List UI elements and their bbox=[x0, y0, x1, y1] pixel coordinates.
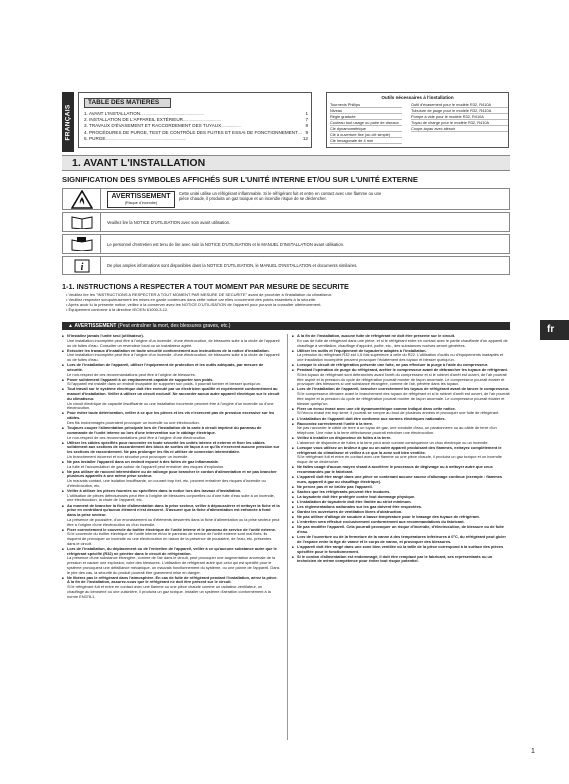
safety-item-text: Si le réfrigérant fuit et entre en contact avec une flamme ou une pièce chaude, il produira un gaz toxique et un incendie risque de se déclencher. bbox=[297, 454, 502, 465]
toc-item-label: 5. PURGE bbox=[84, 135, 106, 141]
tool-item: Clé hexagonale de 4 mm bbox=[330, 138, 402, 144]
safety-item-heading: L'installation de tuyauterie doit être limitée au strict minimum. bbox=[297, 498, 412, 504]
safety-item-heading: Raccordez correctement l'unité à la terre. bbox=[297, 420, 374, 426]
warning-title: AVERTISSEMENT bbox=[111, 193, 171, 200]
toc-item-page: 7 bbox=[305, 117, 308, 123]
safety-item-heading: Lorsque vous utilisez un brûleur à gaz ou un autre appareil produisant des flammes, extrayez complètement le réfrigérant du climatiseur et veillez à ce que la zone soit bien ventilée. bbox=[297, 444, 502, 455]
symbols-table bbox=[62, 188, 510, 275]
safety-item-text: Si le réfrigérant fuit et entre en contact avec une flamme ou une pièce chaude comme un radiateur-ventilateur, un chauffage au kérosène ou une cuisinière, il produira un gaz toxique. Installer un système d'aération conformément à la norme EN378-1. bbox=[67, 584, 271, 599]
tool-item: Règle graduée bbox=[330, 114, 402, 120]
warning-triangle-icon: ▲ bbox=[68, 323, 73, 329]
info-icon bbox=[63, 257, 101, 274]
symbol-row-manual bbox=[62, 212, 510, 232]
warning-subtitle: (Risque d'incendie) bbox=[124, 201, 158, 205]
manual-text: Veuillez lire la NOTICE D'UTILISATION avec soin avant utilisation. bbox=[107, 219, 231, 225]
safety-item-heading: Poser solidement l'appareil à un emplacement capable de supporter son poids. bbox=[67, 376, 214, 382]
intro-item: • Veuillez respecter scrupuleusement les mises en garde contenues dans cette notice car elles concernent des points essentiels à la sécurité. bbox=[66, 297, 506, 302]
warning-bar-label: AVERTISSEMENT bbox=[74, 323, 117, 329]
safety-item bbox=[292, 349, 510, 363]
language-tab-fr: fr bbox=[540, 320, 569, 340]
safety-item-text: Ne pas raccorder le câble de terre à un tuyau de gaz, une conduite d'eau, un paratonnerre ou au câble de terre d'un téléphone. Une mise à la terre défectueuse pourrait entraîner une électrocution. bbox=[297, 425, 497, 436]
safety-item-heading: Veiller à utiliser les pièces fournies ou spécifiées dans la notice lors des travaux d'installation. bbox=[67, 487, 242, 493]
toc-item-label: 3. TRAVAUX D'ÉVASEMENT ET RACCORDEMENT DES TUYAUX bbox=[84, 123, 222, 129]
svg-text:i: i bbox=[80, 261, 83, 273]
safety-item-text: Si l'écrou évasé est trop serré, il pourrait se rompre au bout de plusieurs années et provoquer une fuite de réfrigérant. bbox=[297, 410, 500, 416]
toc-item-dots: ........................................................................... bbox=[105, 135, 187, 141]
safety-item-heading: Lors de l'ouverture ou de la fermeture de la vanne à des températures inférieures à 0°C, du réfrigérant peut gicler de l'espace entre la tige de vanne et le corps de vanne, et provoquer des blessures. bbox=[297, 533, 506, 544]
toc-list bbox=[84, 111, 308, 142]
tools-title: Outils nécessaires à l'installation bbox=[381, 95, 454, 100]
safety-item bbox=[62, 441, 280, 460]
safety-item-heading: L'entretien sera effectué exclusivement conformément aux recommandations du fabricant. bbox=[297, 519, 465, 525]
safety-item bbox=[292, 368, 510, 387]
symbol-row-service bbox=[62, 234, 510, 254]
flammable-warning-icon bbox=[63, 189, 101, 209]
safety-item-text: En cas de fuite de réfrigérant dans une pièce, et si le réfrigérant entre en contact avec le partie chauffante d'un appareil de chauffage à ventilation, chauffage d'appoint, poêle, etc., des substances nocives seront générées. bbox=[297, 337, 508, 348]
tool-item: Tubulure de jauge pour le modèle R32, R410A bbox=[411, 108, 508, 114]
safety-item-text: Une installation incomplète peut être à l'origine d'un incendie, d'une électrocution, de blessures suite à la chute de l'appareil ou de fuites d'eau. bbox=[67, 352, 280, 363]
safety-item-text: Si l'appareil est installé dans un endroit incapable de supporter son poids, il pourrait tomber et blesser quelqu'un. bbox=[67, 381, 261, 387]
service-text: Le personnel d'entretien est tenu de lire avec soin la NOTICE D'UTILISATION et le MANUEL D'INSTALLATION avant utilisation. bbox=[107, 241, 345, 247]
safety-item bbox=[292, 387, 510, 406]
safety-item-heading: Lors de l'installation, du déplacement ou de l'entretien de l'appareil, veiller à ce qu'aucune substance autre que le réfrigérant spécifié (R32) ne pénètre dans le circuit de réfrigération. bbox=[67, 545, 277, 556]
tools-left-list bbox=[330, 102, 402, 144]
left-column-list bbox=[62, 334, 280, 740]
safety-item bbox=[62, 576, 280, 600]
table-of-contents bbox=[78, 92, 312, 148]
safety-item-heading: Ne faites usage d'aucun moyen visant à accélérer le processus de dégivrage ou à nettoyer autre que ceux recommandés par le fabricant. bbox=[297, 464, 493, 474]
toc-item-dots: .................. bbox=[221, 123, 241, 129]
toc-item-dots: .... bbox=[297, 129, 303, 135]
tools-right-list bbox=[411, 102, 508, 132]
safety-item-text: Le non-respect de ces recommandations peut être à l'origine de blessures. bbox=[67, 371, 196, 377]
toc-item-page: 8 bbox=[305, 123, 308, 129]
subsection-title: 1-1. INSTRUCTIONS A RESPECTER A TOUT MOMENT PAR MESURE DE SECURITE bbox=[62, 282, 349, 291]
safety-item-text: Des fils endommagés pourraient provoquer un incendie ou une électrocution. bbox=[67, 419, 200, 425]
safety-item-text: La fuite et l'accumulation de gaz autour de l'appareil peut entraîner des risques d'explosion. bbox=[67, 463, 225, 469]
tool-item: Clé dynamométrique bbox=[330, 126, 402, 132]
intro-item: • Veuillez lire les "INSTRUCTIONS A RESPECTER A TOUT MOMENT PAR MESURE DE SECURITE" avant de procéder à l'installation du climatiseur. bbox=[66, 292, 506, 297]
safety-item-heading: Au moment de brancher la fiche d'alimentation dans la prise secteur, veiller à dépoussiérer et nettoyer la fiche et la prise en contrôlant qu'aucun élément n'est desserré. S'assurer que la fiche d'alimentation est enfoncée à fond dans la prise secteur. bbox=[67, 502, 280, 518]
safety-item bbox=[292, 555, 510, 565]
tool-item: Coupe-tuyau avec alésoir bbox=[411, 126, 508, 132]
warning-text: Cette unité utilise un réfrigérant inflammable. Si le réfrigérant fuit et entre en contact avec une flamme ou une pièce chaude, il produira un gaz toxique et un incendie risque de se déclencher. bbox=[179, 191, 382, 202]
column-divider bbox=[287, 334, 288, 740]
safety-item-heading: Toujours couper l'alimentation principale lors de l'installation de la carte à circuit imprimé du panneau de commande de l'unité interne ou lors d'une intervention sur le câblage électrique. bbox=[67, 425, 262, 435]
safety-item-heading: Sachez que les réfrigérants peuvent être inodores. bbox=[297, 488, 391, 494]
toc-item bbox=[84, 136, 308, 142]
safety-item bbox=[62, 334, 280, 348]
safety-item bbox=[62, 387, 280, 411]
tool-item: Outil d'évasement pour le modèle R32, R410A bbox=[411, 102, 508, 108]
safety-item-heading: Exécuter les travaux d'installation en toute sécurité conformément aux instructions de la notice d'installation. bbox=[67, 347, 270, 353]
safety-item-heading: Ne pas utiliser de raccord intermédiaire ou de rallonge pour brancher le cordon d'alimentation et ne pas brancher plusieurs appareils à une même prise secteur. bbox=[67, 468, 277, 479]
language-side-tab bbox=[62, 92, 74, 152]
open-book-icon bbox=[63, 213, 101, 231]
safety-item-heading: Lors de l'installation de l'appareil, utiliser l'équipement de protection et les outils adéquats, par mesure de sécurité. bbox=[67, 362, 264, 372]
safety-item-text: Le non-respect de ces recommandations peut être à l'origine d'une électrocution. bbox=[67, 434, 207, 440]
info-text: De plus amples informations sont disponibles dans la NOTICE D'UTILISATION, le MANUEL D'INSTALLATION et documents similaires. bbox=[107, 263, 358, 268]
language-label: FRANÇAIS bbox=[64, 104, 72, 140]
safety-item-text: La présence de poussière, d'un encrassement ou d'éléments desserrés dans la fiche d'alimentation ou la prise secteur peut être à l'origine d'une électrocution ou d'un incendie. bbox=[67, 516, 280, 527]
symbol-row-info bbox=[62, 256, 510, 275]
safety-item-heading: Fixer un écrou évasé avec une clé dynamométrique comme indiqué dans cette notice. bbox=[297, 405, 456, 411]
tool-item: Pompe à vide pour le modèle R32, R410A bbox=[411, 114, 508, 120]
intro-item: • Après avoir lu la présente notice, veillez à la conserver avec les NOTICE D'UTILISATION de l'appareil pour pouvoir la consulter ultérieurement. bbox=[66, 302, 506, 307]
section-title: 1. AVANT L'INSTALLATION bbox=[62, 155, 510, 171]
warning-label-box bbox=[107, 191, 175, 208]
toc-item-dots: ................................... bbox=[183, 117, 221, 123]
safety-item-heading: Ne percez pas et ne brûlez pas l'appareil. bbox=[297, 483, 373, 489]
safety-item bbox=[62, 528, 280, 547]
safety-item-text: Si le couvercle du boîtier électrique de l'unité interne et/ou le panneau de service de l'unité externe sont mal fixés, ils risquent de provoquer un incendie ou une électrocution en raison de la présence de poussière, de l'eau, etc. présentes dans le circuit. bbox=[67, 531, 272, 546]
safety-item bbox=[62, 489, 280, 503]
toc-item-dots: ........................................................... bbox=[140, 111, 204, 116]
tool-item: Clé à ouverture fixe (ou clé simple) bbox=[330, 132, 402, 138]
safety-item-heading: N'installez jamais l'unité seul (utilisateur). bbox=[67, 334, 144, 338]
safety-item-heading: Pour éviter toute détérioration, veiller à ce que les pièces et les vis n'exercent pas de pression excessive sur les câbles. bbox=[67, 410, 275, 421]
safety-item-heading: Utiliser les câbles spécifiés pour raccorder en toute sécurité les unités interne et externe et fixer les câbles solidement aux sections de raccordement des blocs de sorties de façon à ce qu'ils n'exercent aucune pression sur les sections de raccordement. Ne pas prolonger les fils ni utiliser de connexion intermédiaire. bbox=[67, 439, 280, 455]
safety-item-heading: Tout travail sur le système électrique doit être exécuté par un électricien qualifié et expérimenté conformément au manuel d'installation. Veiller à utiliser un circuit exclusif. Ne raccorder aucun autre appareil électrique sur le circuit du climatiseur. bbox=[67, 386, 280, 401]
tool-item: Couteau tout usage ou paire de ciseaux bbox=[330, 120, 402, 126]
tool-item: Niveau bbox=[330, 108, 402, 114]
safety-item-heading: La tuyauterie doit être protégée contre tout dommage physique. bbox=[297, 493, 416, 499]
safety-item-heading: L'appareil doit être rangé dans une zone bien ventilée où la taille de la pièce correspond à la surface des pièces spécifiée pour le fonctionnement. bbox=[297, 543, 504, 554]
safety-item-text: Une installation incomplète peut être à l'origine d'un incendie, d'une électrocution, de blessures suite à la chute de l'appareil ou de fuites d'eau. Consulter un revendeur local ou un installateur agréé. bbox=[67, 337, 280, 348]
safety-item-text: Un branchement incorrect et non sécurisé peut provoquer un incendie. bbox=[67, 453, 189, 459]
safety-item-text: La pression du réfrigérant R32 est 1,6 fois supérieure à celle du R22. L'utilisation d'outils ou d'équipements inadaptés et une installation incomplète peuvent provoquer l'éclatement des tuyaux et blesser quelqu'un. bbox=[297, 352, 504, 363]
toc-item-label: 2. INSTALLATION DE L'APPAREIL EXTÉRIEUR bbox=[84, 117, 183, 123]
safety-item-heading: L'installation de l'appareil doit être conforme aux normes électriques nationales. bbox=[297, 415, 446, 421]
safety-item-text: L'utilisation de pièces défectueuses peut être à l'origine de blessures corporelles ou d'une fuite d'eau suite à un incendie, une électrocution, la chute de l'appareil, etc. bbox=[67, 492, 275, 503]
safety-item-text: La présence d'une substance étrangère, comme de l'air dans le circuit, peut provoquer une augmentation anormale de la pression et causer une explosion, voire des blessures. L'utilisation de réfrigérant autre que celui qui est spécifié pour le système provoquera une défaillance mécanique, un mauvais fonctionnement du système, ou une panne de l'appareil. Dans le pire des cas, la sécurité du produit pourrait être gravement mise en danger. bbox=[67, 555, 280, 575]
safety-item bbox=[62, 411, 280, 425]
tool-item: Tuyau de charge pour le modèle R32, R410A bbox=[411, 120, 508, 126]
safety-item-heading: Gardez les ouvertures de ventilation libres d'obstruction. bbox=[297, 509, 403, 515]
safety-item-text: Un circuit électrique de capacité insuffisante ou une installation incorrecte peuvent être à l'origine d'un incendie ou d'une électrocution. bbox=[67, 400, 274, 411]
safety-item-heading: Si le cordon d'alimentation est endommagé, il doit être remplacé par le fabricant, ses représentants ou un technicien de même compétence pour éviter tout risque potentiel. bbox=[297, 553, 493, 564]
safety-item bbox=[62, 504, 280, 528]
safety-item-heading: Ne libérez pas le réfrigérant dans l'atmosphère. En cas de fuite de réfrigérant pendant l'installation, aérez la pièce. À la fin de l'installation, assurez-vous que le réfrigérant ne doit être présent sur le circuit. bbox=[67, 574, 278, 585]
safety-item-heading: Ne pas installer l'appareil dans un endroit exposé à des fuites de gaz inflammable. bbox=[67, 458, 220, 464]
toc-item-page: 1 bbox=[305, 111, 308, 116]
safety-item bbox=[62, 470, 280, 489]
toc-item-label: 4. PROCÉDURES DE PURGE, TEST DE CONTRÔLE DES FUITES ET ESSAI DE FONCTIONNEMENT bbox=[84, 129, 298, 135]
safety-item-heading: L'appareil doit être rangé dans une pièce ne contenant aucune source d'allumage continue (exemple : flammes nues, appareil à gaz ou chauffage électrique). bbox=[297, 474, 503, 484]
symbols-heading: SIGNIFICATION DES SYMBOLES AFFICHÉS SUR L'UNITÉ INTERNE ET/OU SUR L'UNITÉ EXTERNE bbox=[62, 175, 418, 184]
safety-item-text: Si le compresseur démarre avant le branchement des tuyaux de réfrigérant et si le robinet d'arrêt est ouvert, de l'air pourrait être aspiré et la pression du cycle de réfrigération pourrait monter de façon anormale. Le compresseur pourrait éclater et blesser quelqu'un. bbox=[297, 391, 510, 406]
safety-item-heading: Lorsque le circuit de réfrigération présente une fuite, ne pas effectuer la purge à l'aide du compresseur. bbox=[297, 362, 489, 368]
safety-item-heading: Les réglementations nationales sur les gaz doivent être respectées. bbox=[297, 504, 422, 509]
safety-item-text: Si les tuyaux de réfrigérant sont débranchés avant l'arrêt du compresseur et si le robinet d'arrêt est ouvert, de l'air pourrait être aspiré et la pression du cycle de réfrigération pourrait monter de façon anormale. Le compresseur pourrait éclater et provoquer des blessures si une substance étrangère, comme de l'air, pénètre dans les tuyaux. bbox=[297, 371, 507, 387]
safety-item bbox=[62, 349, 280, 363]
tools-box bbox=[326, 92, 509, 148]
toc-title: TABLE DES MATIERES bbox=[84, 98, 171, 108]
page-number: 1 bbox=[531, 748, 535, 755]
tool-item: Tournevis Phillips bbox=[330, 102, 402, 108]
safety-item bbox=[62, 547, 280, 576]
safety-item-text: L'absence de disjoncteur de fuites à la terre peut avoir comme conséquence un choc électrique ou un incendie. bbox=[297, 439, 489, 445]
safety-item-heading: Fixer correctement le couvercle du boîtier électrique de l'unité interne et le panneau de service de l'unité externe. bbox=[67, 526, 276, 532]
intro-list bbox=[66, 292, 506, 312]
toc-item-page: 9 bbox=[305, 129, 308, 135]
safety-item-heading: Utiliser les outils et l'équipement de tuyauterie adaptés à l'installation. bbox=[297, 347, 427, 353]
safety-item-text: Un mauvais contact, une isolation insuffisante, un courant trop fort, etc. peuvent entraîner des risques d'incendie ou d'électrocution, etc. bbox=[67, 478, 266, 488]
safety-item-heading: Ne pas modifier l'appareil. Cela pourrait provoquer un risque d'incendie, d'électrocution, de blessure ou de fuite d'eau. bbox=[297, 524, 504, 534]
service-manual-icon bbox=[63, 235, 101, 253]
safety-item-heading: Ne pas utiliser d'alliage de soudure à basse température pour le brasage des tuyaux de réfrigérant. bbox=[297, 514, 480, 520]
safety-item-heading: Lors de l'installation de l'appareil, brancher correctement les tuyaux de réfrigérant avant de lancer le compresseur. bbox=[297, 386, 510, 392]
safety-item-heading: Veillez à installer un disjoncteur de fuites à la terre. bbox=[297, 435, 392, 441]
symbol-row-warning bbox=[62, 188, 510, 210]
toc-item-label: 1. AVANT L'INSTALLATION bbox=[84, 111, 141, 116]
safety-item bbox=[292, 446, 510, 465]
safety-item bbox=[292, 334, 510, 348]
right-column-list bbox=[292, 334, 510, 740]
safety-item bbox=[62, 426, 280, 440]
warning-bar-subtitle: (Peut entraîner la mort, des blessures graves, etc.) bbox=[117, 323, 231, 329]
toc-item-page: 12 bbox=[302, 135, 308, 141]
safety-item-heading: Pendant l'opération de purge du réfrigérant, arrêter le compresseur avant de débrancher les tuyaux de réfrigérant. bbox=[297, 367, 508, 373]
safety-item-heading: À la fin de l'installation, aucune fuite de réfrigérant ne doit être présente sur le circuit. bbox=[297, 334, 456, 338]
safety-item bbox=[292, 422, 510, 436]
warning-bar bbox=[62, 322, 510, 330]
safety-item bbox=[62, 363, 280, 377]
intro-item: • Équipement conforme à la directive IEC/EN 61000-3-12. bbox=[66, 307, 506, 312]
